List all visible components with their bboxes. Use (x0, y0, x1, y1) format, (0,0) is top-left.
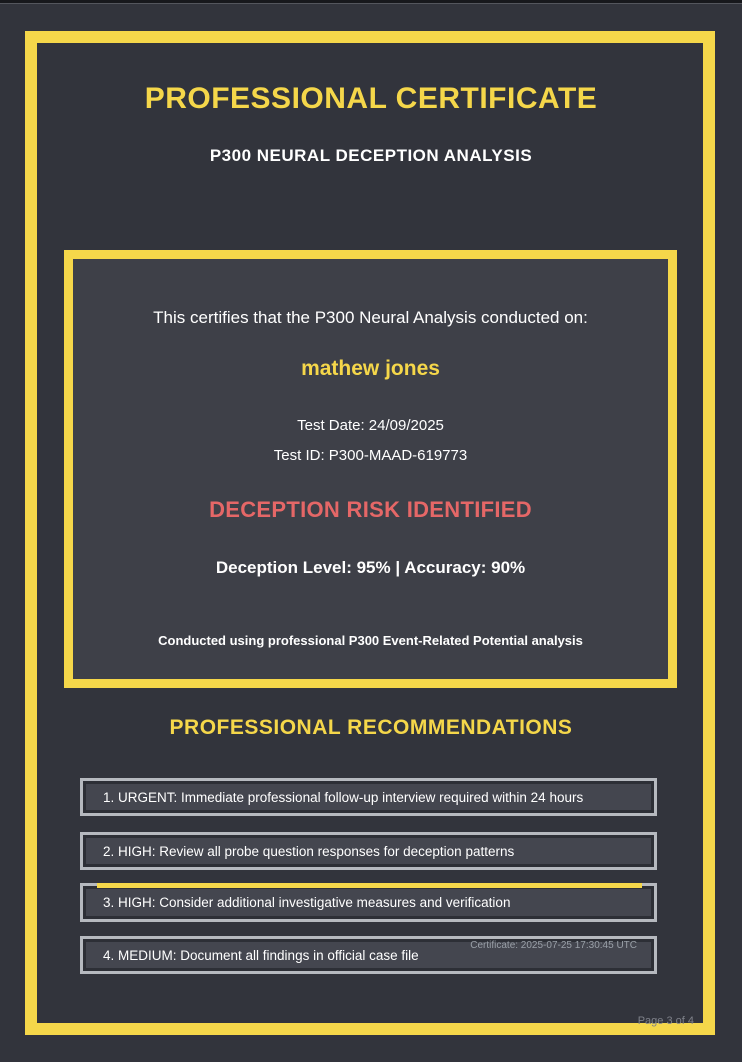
recommendation-text: 3. HIGH: Consider additional investigative measures and verification (103, 895, 511, 910)
recommendation-text: 1. URGENT: Immediate professional follow-up interview required within 24 hours (103, 789, 584, 805)
recommendations-heading: PROFESSIONAL RECOMMENDATIONS (169, 716, 573, 739)
window-top-edge (0, 0, 742, 4)
subject-name: mathew jones (301, 357, 440, 380)
page-title: PROFESSIONAL CERTIFICATE (144, 82, 598, 115)
deception-metrics: Deception Level: 95% | Accuracy: 90% (215, 558, 526, 577)
recommendation-item-2 (80, 832, 657, 870)
certifies-line: This certifies that the P300 Neural Analysis conducted on: (153, 308, 588, 327)
recommendation-text: 2. HIGH: Review all probe question responses for deception patterns (103, 843, 515, 859)
recommendation-item-1 (80, 778, 657, 816)
test-id: Test ID: P300-MAAD-619773 (273, 447, 468, 464)
yellow-accent-bar (97, 883, 642, 888)
certificate-panel (64, 250, 677, 688)
recommendation-item-4 (80, 936, 657, 974)
test-date: Test Date: 24/09/2025 (297, 417, 444, 434)
page-subtitle: P300 NEURAL DECEPTION ANALYSIS (209, 146, 533, 165)
recommendation-item-3 (80, 883, 657, 922)
method-note: Conducted using professional P300 Event-Related Potential analysis (158, 633, 583, 648)
recommendation-text: 4. MEDIUM: Document all findings in official case file (103, 947, 419, 963)
page-number-indicator: Page 3 of 4 (637, 1015, 694, 1027)
risk-status-label: DECEPTION RISK IDENTIFIED (209, 497, 532, 522)
certificate-timestamp: Certificate: 2025-07-25 17:30:45 UTC (470, 940, 637, 951)
